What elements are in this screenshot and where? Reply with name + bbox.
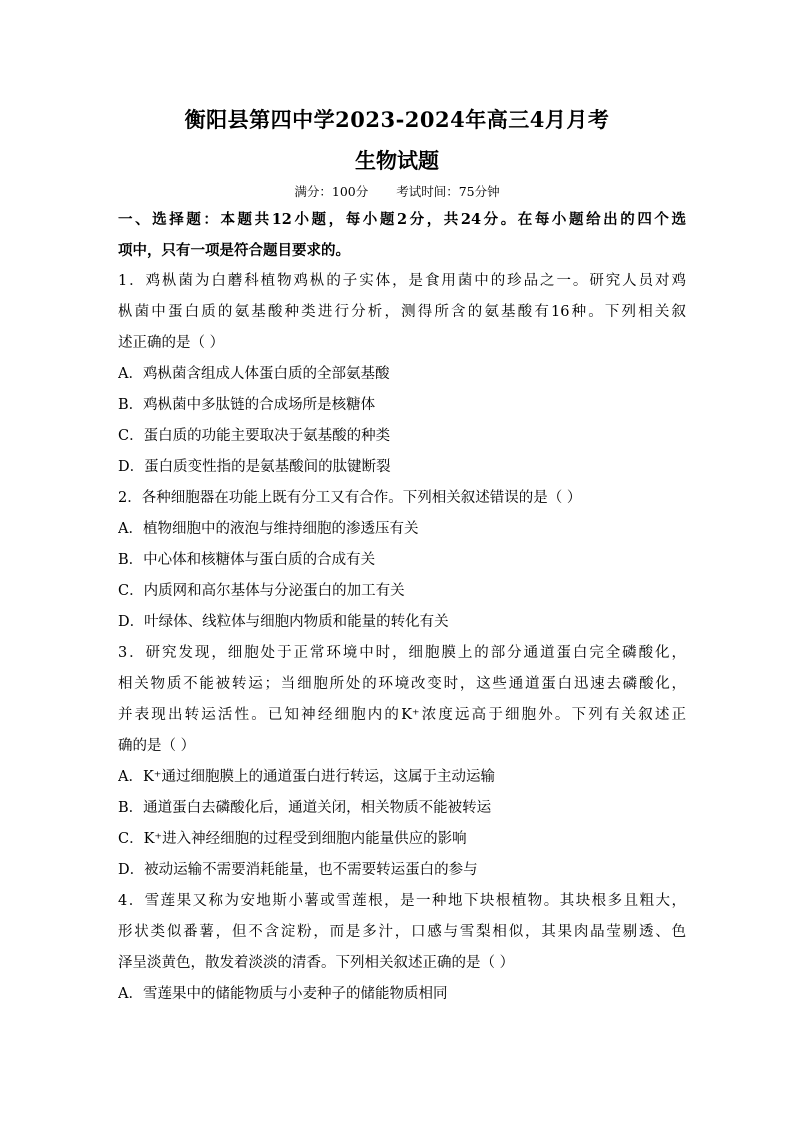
question-3-option-b: B．通道蛋白去磷酸化后，通道关闭，相关物质不能被转运 xyxy=(118,800,492,816)
question-3-option-d: D．被动运输不需要消耗能量，也不需要转运蛋白的参与 xyxy=(118,862,478,878)
exam-subtitle: 生物试题 xyxy=(355,148,439,173)
section-heading: 一、选择题：本题共12小题，每小题2分，共24分。在每小题给出的四个选 xyxy=(118,211,686,228)
question-3-option-a: A．K⁺通过细胞膜上的通道蛋白进行转运，这属于主动运输 xyxy=(118,769,495,785)
section-heading-cont: 项中，只有一项是符合题目要求的。 xyxy=(118,242,350,259)
full-score: 满分：100分 xyxy=(294,184,369,199)
exam-meta xyxy=(0,182,794,200)
question-2-option-b: B．中心体和核糖体与蛋白质的合成有关 xyxy=(118,552,376,568)
question-1-option-a: A．鸡枞菌含组成人体蛋白质的全部氨基酸 xyxy=(118,366,390,382)
question-4-option-a: A．雪莲果中的储能物质与小麦种子的储能物质相同 xyxy=(118,986,448,1002)
question-2-stem: 2．各种细胞器在功能上既有分工又有合作。下列相关叙述错误的是（ ） xyxy=(118,490,582,506)
question-4-stem: 泽呈淡黄色，散发着淡淡的清香。下列相关叙述正确的是（ ） xyxy=(118,955,515,971)
question-1-option-d: D．蛋白质变性指的是氨基酸间的肽键断裂 xyxy=(118,459,391,475)
exam-title: 衡阳县第四中学2023-2024年高三4月月考 xyxy=(184,107,610,132)
question-3-stem: 确的是（ ） xyxy=(118,738,196,754)
exam-content xyxy=(118,204,686,1010)
question-1-option-b: B．鸡枞菌中多肽链的合成场所是核糖体 xyxy=(118,397,376,413)
question-3-option-c: C．K⁺进入神经细胞的过程受到细胞内能量供应的影响 xyxy=(118,831,467,847)
question-4-stem: 形状类似番薯，但不含淀粉，而是多汁，口感与雪梨相似，其果肉晶莹剔透、色 xyxy=(118,924,686,940)
question-2-option-c: C．内质网和高尔基体与分泌蛋白的加工有关 xyxy=(118,583,405,599)
question-2-option-d: D．叶绿体、线粒体与细胞内物质和能量的转化有关 xyxy=(118,614,449,630)
question-1-stem: 1．鸡枞菌为白蘑科植物鸡枞的子实体，是食用菌中的珍品之一。研究人员对鸡 xyxy=(118,273,686,289)
question-4-stem: 4．雪莲果又称为安地斯小薯或雪莲根，是一种地下块根植物。其块根多且粗大， xyxy=(118,893,686,909)
question-3-stem: 3．研究发现，细胞处于正常环境中时，细胞膜上的部分通道蛋白完全磷酸化， xyxy=(118,645,686,661)
question-3-stem: 并表现出转运活性。已知神经细胞内的K⁺浓度远高于细胞外。下列有关叙述正 xyxy=(118,707,686,723)
question-1-stem: 枞菌中蛋白质的氨基酸种类进行分析，测得所含的氨基酸有16种。下列相关叙 xyxy=(118,304,686,320)
question-1-stem: 述正确的是（ ） xyxy=(118,335,225,351)
question-2-option-a: A．植物细胞中的液泡与维持细胞的渗透压有关 xyxy=(118,521,419,537)
exam-time: 考试时间：75分钟 xyxy=(396,184,500,199)
question-1-option-c: C．蛋白质的功能主要取决于氨基酸的种类 xyxy=(118,428,391,444)
question-3-stem: 相关物质不能被转运；当细胞所处的环境改变时，这些通道蛋白迅速去磷酸化， xyxy=(118,676,686,692)
